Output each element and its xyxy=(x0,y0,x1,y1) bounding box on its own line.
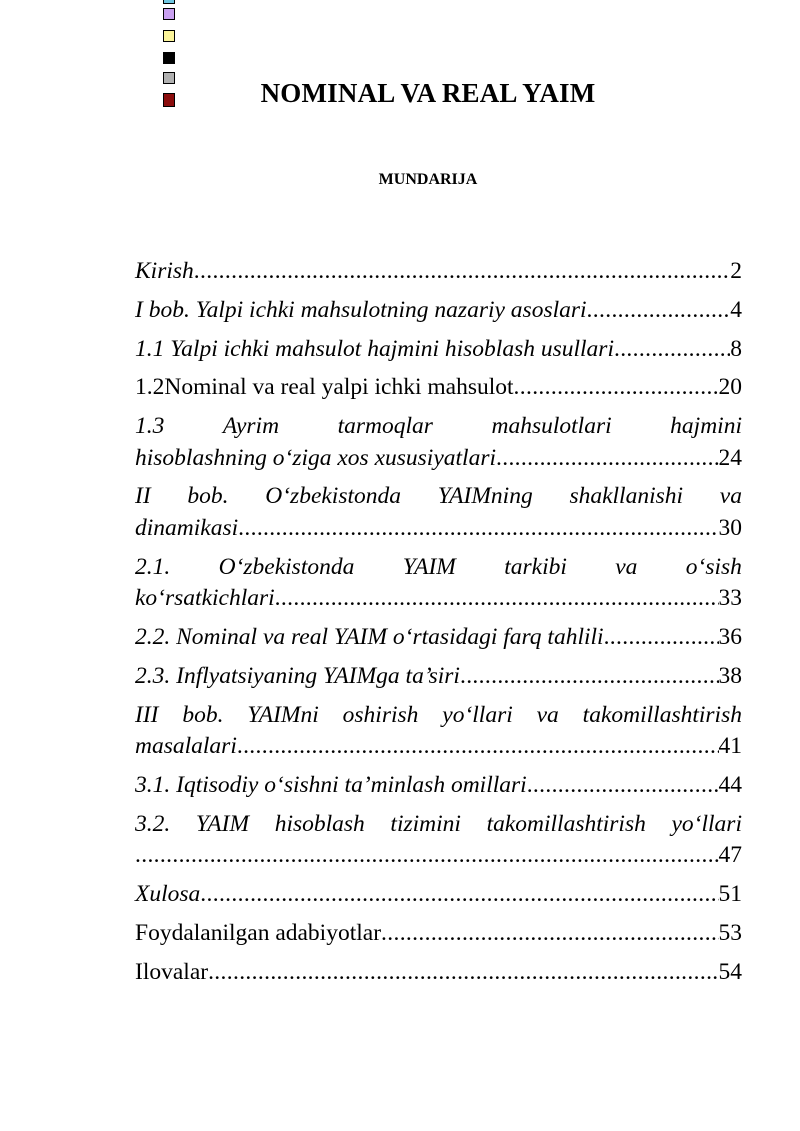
toc-leader-dots xyxy=(527,770,719,802)
toc-page-number: 30 xyxy=(718,514,742,541)
toc-page-number: 51 xyxy=(718,881,742,908)
toc-page-number: 47 xyxy=(718,842,742,869)
toc-entry[interactable] xyxy=(135,879,742,911)
toc-entry[interactable] xyxy=(135,334,742,366)
toc-entry[interactable] xyxy=(135,411,742,474)
toc-page-number: 41 xyxy=(718,733,742,760)
toc-leader-dots xyxy=(460,661,719,693)
decor-square-yellow xyxy=(163,30,175,42)
toc-entry-text: Xulosa xyxy=(135,881,201,908)
toc-page-number: 38 xyxy=(718,662,742,689)
toc-entry-text-line1: II bob. O‘zbekistonda YAIMning shakllanishi va xyxy=(135,483,742,510)
toc-entry-text: Ilovalar xyxy=(135,958,209,985)
table-of-contents xyxy=(135,256,742,995)
toc-page-number: 33 xyxy=(718,585,742,612)
toc-entry[interactable] xyxy=(135,481,742,544)
toc-page-number: 53 xyxy=(718,919,742,946)
toc-page-number: 44 xyxy=(718,771,742,798)
toc-entry-text: dinamikasi xyxy=(135,514,239,541)
decor-square-violet xyxy=(163,8,175,20)
toc-entry-text-line1: 3.2. YAIM hisoblash tizimini takomillashtirish yo‘llari xyxy=(135,810,742,837)
toc-entry-text: Foydalanilgan adabiyotlar xyxy=(135,919,382,946)
toc-leader-dots xyxy=(614,334,730,366)
document-title: NOMINAL VA REAL YAIM xyxy=(260,78,596,108)
toc-entry[interactable] xyxy=(135,295,742,327)
toc-entry-text: Kirish xyxy=(135,258,194,284)
toc-entry-text: 2.2. Nominal va real YAIM o‘rtasidagi farq tahlili xyxy=(135,624,604,651)
toc-entry-text: I bob. Yalpi ichki mahsulotning nazariy asoslari xyxy=(135,296,587,323)
toc-entry[interactable] xyxy=(135,552,742,615)
toc-entry[interactable] xyxy=(135,661,742,693)
toc-entry[interactable] xyxy=(135,918,742,950)
toc-leader-dots xyxy=(381,918,718,950)
toc-entry[interactable] xyxy=(135,957,742,989)
toc-entry[interactable] xyxy=(135,256,742,288)
toc-entry-text: 2.3. Inflyatsiyaning YAIMga ta’siri xyxy=(135,662,460,689)
toc-leader-dots xyxy=(135,840,719,872)
toc-entry[interactable] xyxy=(135,622,742,654)
toc-leader-dots xyxy=(275,583,719,615)
toc-leader-dots xyxy=(208,957,718,989)
toc-entry[interactable] xyxy=(135,700,742,763)
toc-entry[interactable] xyxy=(135,809,742,872)
toc-entry-text: ko‘rsatkichlari xyxy=(135,585,275,612)
toc-leader-dots xyxy=(604,622,719,654)
toc-page-number: 24 xyxy=(718,444,742,471)
toc-page-number: 20 xyxy=(718,374,742,401)
toc-page-number: 54 xyxy=(718,958,742,985)
toc-entry-text-line1: III bob. YAIMni oshirish yo‘llari va takomillashtirish xyxy=(135,701,742,728)
toc-entry-text-line1: 2.1. O‘zbekistonda YAIM tarkibi va o‘sish xyxy=(135,553,742,580)
toc-leader-dots xyxy=(194,256,730,288)
toc-leader-dots xyxy=(200,879,718,911)
toc-page-number: 8 xyxy=(730,335,742,362)
toc-entry-text: 1.2Nominal va real yalpi ichki mahsulot xyxy=(135,374,514,401)
toc-leader-dots xyxy=(587,295,731,327)
toc-entry-text: 3.1. Iqtisodiy o‘sishni ta’minlash omillari xyxy=(135,771,527,798)
toc-entry-text: masalalari xyxy=(135,733,237,760)
toc-leader-dots xyxy=(238,513,718,545)
toc-leader-dots xyxy=(237,731,719,763)
decor-square-black xyxy=(163,52,175,64)
toc-entry[interactable] xyxy=(135,372,742,404)
toc-leader-dots xyxy=(496,443,719,475)
toc-page-number: 4 xyxy=(730,296,742,323)
toc-page-number: 2 xyxy=(730,258,742,284)
decor-square-cyan xyxy=(163,0,175,4)
toc-leader-dots xyxy=(514,372,719,404)
toc-entry-text: hisoblashning o‘ziga xos xususiyatlari xyxy=(135,444,496,471)
toc-entry[interactable] xyxy=(135,770,742,802)
toc-page-number: 36 xyxy=(718,624,742,651)
toc-heading: MUNDARIJA xyxy=(378,171,478,188)
toc-entry-text-line1: 1.3 Ayrim tarmoqlar mahsulotlari hajmini xyxy=(135,413,742,440)
toc-entry-text: 1.1 Yalpi ichki mahsulot hajmini hisoblash usullari xyxy=(135,335,614,362)
